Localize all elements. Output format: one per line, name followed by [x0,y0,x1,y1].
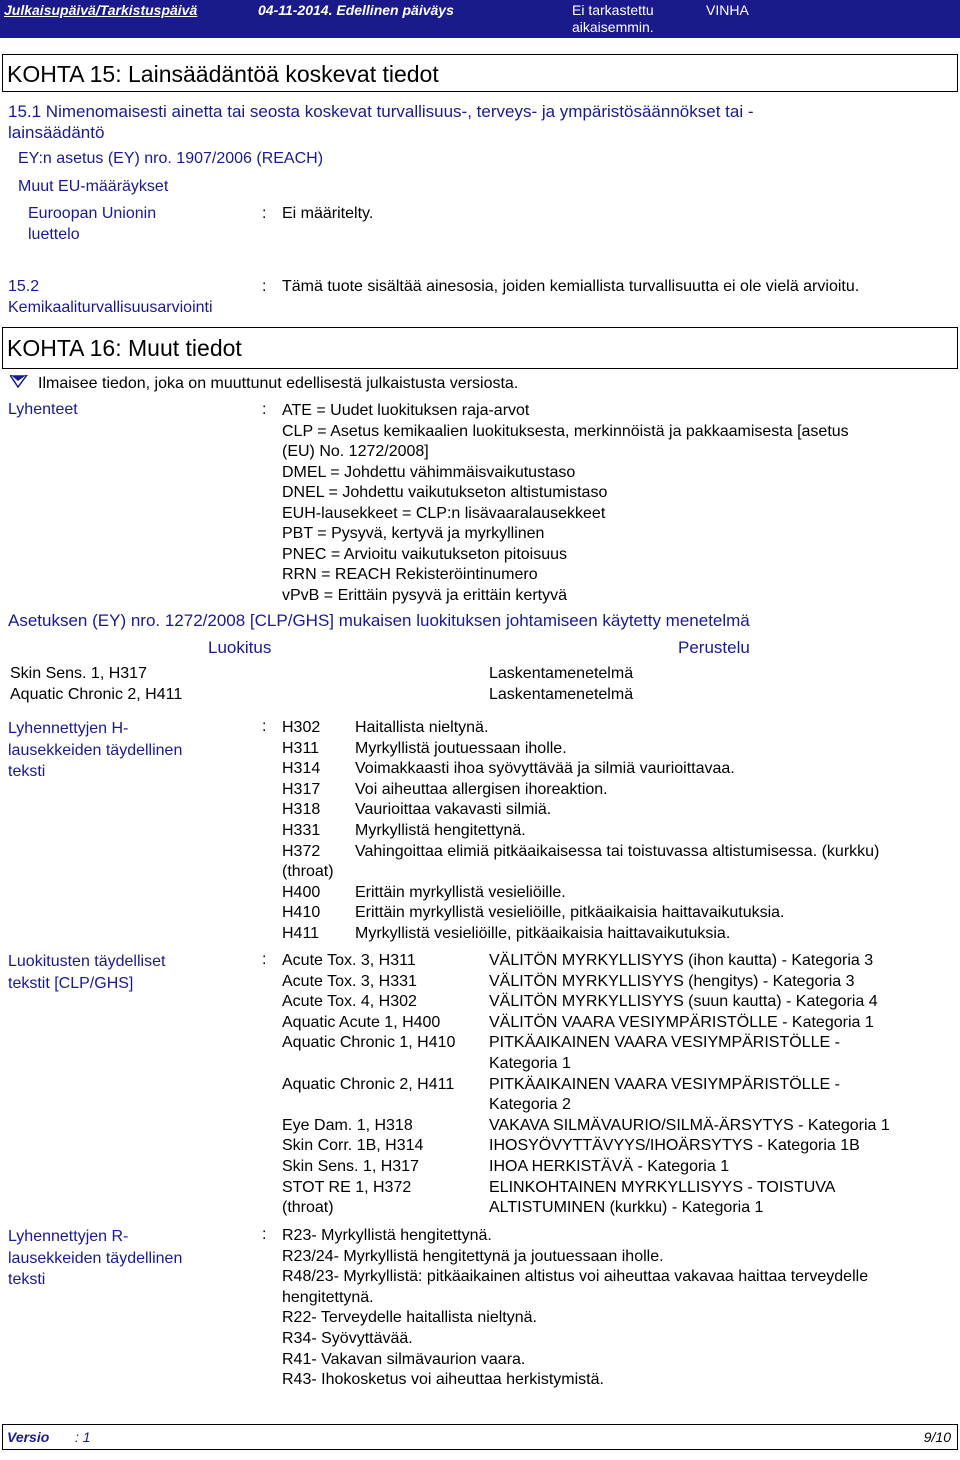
h-code: H302 [282,719,321,736]
abbreviation-line: RRN = REACH Rekisteröintinumero [282,566,538,583]
r-line: R41- Vakavan silmävaurion vaara. [282,1350,526,1368]
reach-regulation: EY:n asetus (EY) nro. 1907/2006 (REACH) [18,150,324,167]
clp-row [282,972,890,993]
section16-title-box [2,327,958,369]
classification-method-title: Asetuksen (EY) nro. 1272/2008 [CLP/GHS] mukaisen luokituksen johtamiseen käytetty menetelmä [8,611,750,630]
clp-texts-list [282,951,890,1219]
r-phrases-colon: : [262,1226,267,1243]
version-value: : 1 [75,1429,91,1445]
r-line: hengitettynä. [282,1288,374,1306]
r-phrases-list [282,1226,868,1391]
section15-title-box [2,54,958,92]
change-note: Ilmaisee tiedon, joka on muuttunut edellisestä julkaistusta versiosta. [38,375,519,392]
abbreviation-line: vPvB = Erittäin pysyvä ja erittäin kertyvä [282,586,567,604]
h-code: (throat) [282,863,334,881]
r-label-line: Lyhennettyjen R- [8,1228,129,1245]
eu-list-label-line2: luettelo [28,226,80,243]
h-code: H331 [282,821,321,839]
h-row [282,903,879,924]
eu-list-label-line1: Euroopan Unionin [28,205,157,222]
issue-date: 04-11-2014. Edellinen päiväys [258,2,454,18]
h-row [282,842,879,863]
clp-row [282,992,890,1013]
clp-text: Kategoria 1 [489,1054,571,1072]
h-row [282,739,879,760]
h-row [282,862,879,883]
clp-classification: Eye Dam. 1, H318 [282,1116,413,1134]
section15-1-line1: 15.1 Nimenomaisesti ainetta tai seosta koskevat turvallisuus-, terveys- ja ympäristösäännökset tai - [8,102,754,121]
h-row [282,821,879,842]
clp-classification: Aquatic Chronic 1, H410 [282,1034,456,1052]
abbreviation-line: (EU) No. 1272/2008] [282,443,429,460]
clp-text: VÄLITÖN MYRKYLLISYYS (hengitys) - Kategoria 3 [489,972,855,990]
clp-classification: (throat) [282,1199,334,1217]
h-row [282,924,879,945]
abbreviation-line: DMEL = Johdettu vähimmäisvaikutustaso [282,463,576,481]
clp-texts-label [8,951,165,994]
document-header [0,0,960,38]
clp-row [282,1157,890,1178]
clp-classification: Aquatic Chronic 2, H411 [282,1075,455,1093]
clp-text: PITKÄAIKAINEN VAARA VESIYMPÄRISTÖLLE - [489,1075,840,1093]
version-label: Versio [7,1429,50,1445]
r-line: R23- Myrkyllistä hengitettynä. [282,1227,492,1244]
h-label-line: Lyhennettyjen H- [8,720,129,737]
clp-row [282,1095,890,1116]
h-row [282,718,879,739]
h-text: Erittäin myrkyllistä vesieliöille, pitkäaikaisia haittavaikutuksia. [355,904,785,922]
h-code: H411 [282,924,320,942]
abbreviation-line: DNEL = Johdettu vaikutukseton altistumistaso [282,484,608,501]
method-row-basis: Laskentamenetelmä [489,665,634,682]
not-checked-line2: aikaisemmin. [572,19,654,35]
h-code: H410 [282,904,321,922]
clp-row [282,1136,890,1157]
h-label-line: lausekkeiden täydellinen [8,741,183,759]
clp-classification: Skin Sens. 1, H317 [282,1157,419,1175]
h-text: Vahingoittaa elimiä pitkäaikaisessa tai toistuvassa altistumisessa. (kurkku) [355,842,880,860]
h-row [282,780,879,801]
h-code: H400 [282,883,321,901]
clp-text: ELINKOHTAINEN MYRKYLLISYYS - TOISTUVA [489,1178,836,1196]
h-label-line: teksti [8,763,46,780]
clp-row [282,1033,890,1054]
section15-2-number: 15.2 [8,278,40,295]
h-text: Haitallista nieltynä. [355,719,489,736]
clp-text: IHOSYÖVYTTÄVYYS/IHOÄRSYTYS - Kategoria 1B [489,1137,860,1155]
clp-row [282,1013,890,1034]
clp-label-line: tekstit [CLP/GHS] [8,974,134,992]
r-line: R22- Terveydelle haitallista nieltynä. [282,1309,537,1327]
method-row-classification: Skin Sens. 1, H317 [10,665,147,682]
abbreviation-line: EUH-lausekkeet = CLP:n lisävaaralausekkeet [282,504,606,522]
h-text: Myrkyllistä joutuessaan iholle. [355,739,567,757]
h-text: Voimakkaasti ihoa syövyttävää ja silmiä vaurioittavaa. [355,760,735,778]
method-row-basis: Laskentamenetelmä [489,686,634,703]
clp-classification: Acute Tox. 3, H311 [282,952,416,969]
section16-title: KOHTA 16: Muut tiedot [7,335,242,361]
r-line: R48/23- Myrkyllistä: pitkäaikainen altistus voi aiheuttaa vakavaa haittaa terveydelle [282,1268,869,1286]
h-statements-label [8,718,182,783]
issue-date-label: Julkaisupäivä/Tarkistuspäivä [4,2,198,18]
clp-text: ALTISTUMINEN (kurkku) - Kategoria 1 [489,1199,764,1217]
clp-text: VAKAVA SILMÄVAURIO/SILMÄ-ÄRSYTYS - Kategoria 1 [489,1116,890,1134]
abbreviation-line: PBT = Pysyvä, kertyvä ja myrkyllinen [282,525,545,542]
abbreviation-line: CLP = Asetus kemikaalien luokituksesta, merkinnöistä ja pakkaamisesta [asetus [282,422,849,440]
clp-classification: Skin Corr. 1B, H314 [282,1137,424,1155]
h-statements-colon: : [262,718,267,735]
h-code: H318 [282,801,321,819]
clp-row [282,1116,890,1137]
other-eu-regulations: Muut EU-määräykset [18,178,169,195]
clp-row [282,951,890,972]
eu-list-value: Ei määritelty. [282,205,374,222]
clp-text: IHOA HERKISTÄVÄ - Kategoria 1 [489,1157,730,1175]
column-classification: Luokitus [208,638,272,657]
column-basis: Perustelu [678,638,750,657]
clp-text: VÄLITÖN MYRKYLLISYYS (suun kautta) - Kategoria 4 [489,993,878,1011]
abbreviations-colon: : [262,401,267,418]
h-row [282,759,879,780]
clp-row [282,1178,890,1199]
section15-2-value: Tämä tuote sisältää ainesosia, joiden kemiallista turvallisuutta ei ole vielä arvioitu. [282,278,860,295]
h-row [282,800,879,821]
section15-1-line2: lainsäädäntö [8,123,105,142]
product-name: VINHA [706,2,749,18]
h-text: Myrkyllistä vesieliöille, pitkäaikaisia haittavaikutuksia. [355,924,731,942]
h-text: Voi aiheuttaa allergisen ihoreaktion. [355,780,608,798]
abbreviation-line: ATE = Uudet luokituksen raja-arvot [282,402,530,419]
clp-label-line: Luokitusten täydelliset [8,953,166,970]
clp-text: VÄLITÖN MYRKYLLISYYS (ihon kautta) - Kategoria 3 [489,952,874,969]
method-row-classification: Aquatic Chronic 2, H411 [10,686,183,703]
clp-classification: Acute Tox. 3, H331 [282,972,417,990]
clp-text: Kategoria 2 [489,1096,571,1114]
h-code: H317 [282,780,321,798]
eu-list-colon: : [262,205,267,222]
h-code: H314 [282,760,321,778]
h-code: H372 [282,842,321,860]
clp-text: VÄLITÖN VAARA VESIYMPÄRISTÖLLE - Kategoria 1 [489,1013,874,1031]
abbreviations-label: Lyhenteet [8,401,78,418]
r-label-line: lausekkeiden täydellinen [8,1249,183,1267]
h-text: Erittäin myrkyllistä vesieliöille. [355,883,566,901]
r-line: R23/24- Myrkyllistä hengitettynä ja joutuessaan iholle. [282,1247,664,1265]
h-text: Vaurioittaa vakavasti silmiä. [355,801,552,819]
h-text: Myrkyllistä hengitettynä. [355,821,526,839]
section15-title: KOHTA 15: Lainsäädäntöä koskevat tiedot [7,61,439,87]
section15-2-label: Kemikaaliturvallisuusarviointi [8,299,213,316]
h-row [282,883,879,904]
clp-row [282,1075,890,1096]
clp-classification: Aquatic Acute 1, H400 [282,1013,441,1031]
clp-classification: STOT RE 1, H372 [282,1178,412,1196]
footer [2,1424,958,1450]
page-number: 9/10 [923,1429,951,1445]
r-line: R43- Ihokosketus voi aiheuttaa herkistymistä. [282,1371,604,1389]
not-checked-line1: Ei tarkastettu [572,2,654,18]
r-line: R34- Syövyttävää. [282,1329,413,1347]
change-marker-icon [10,375,28,389]
clp-row [282,1198,890,1219]
clp-row [282,1054,890,1075]
abbreviation-line: PNEC = Arvioitu vaikutukseton pitoisuus [282,545,568,563]
section15-2-colon: : [262,278,267,295]
abbreviations-list [282,401,849,606]
r-label-line: teksti [8,1271,46,1288]
clp-classification: Acute Tox. 4, H302 [282,993,417,1011]
h-statements-list [282,718,879,945]
clp-text: PITKÄAIKAINEN VAARA VESIYMPÄRISTÖLLE - [489,1034,840,1052]
h-code: H311 [282,739,320,757]
clp-texts-colon: : [262,951,267,968]
r-phrases-label [8,1226,182,1291]
